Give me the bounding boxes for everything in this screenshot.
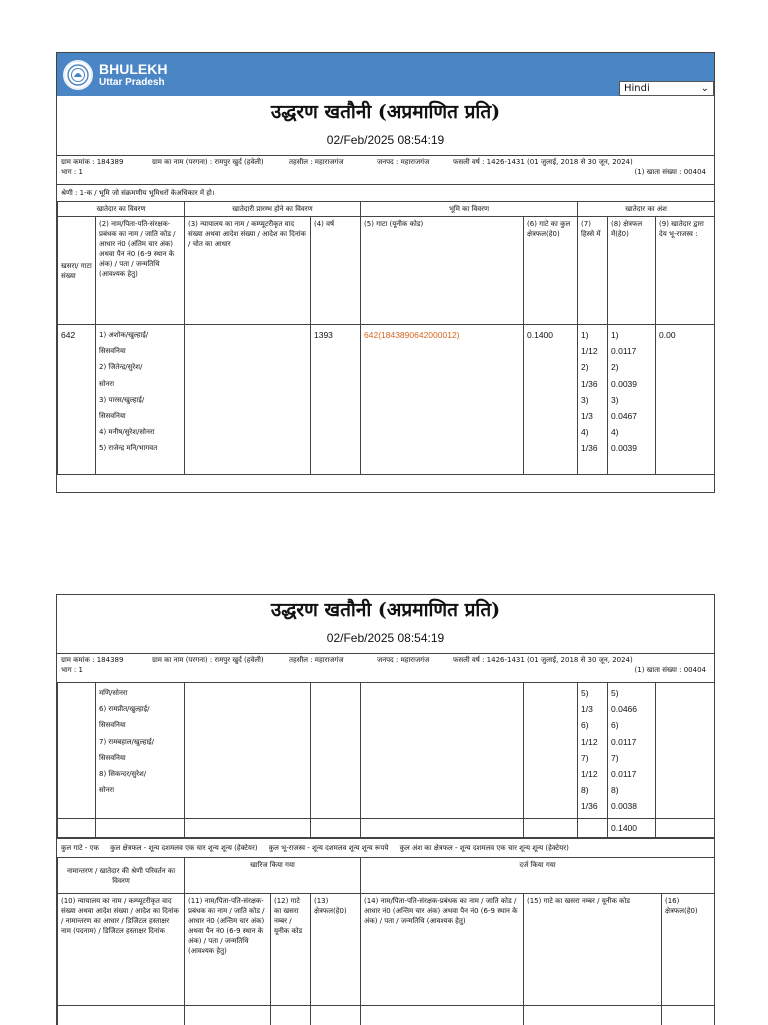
col-share-area: (8) क्षेत्रफल में(हे0): [608, 217, 656, 325]
document-title: उद्धरण खतौनी (अप्रमाणित प्रति): [57, 597, 714, 623]
mutation-column-row: [58, 894, 715, 1006]
list-item: मणि/सोनरा: [99, 685, 181, 701]
list-item: 1/36: [581, 376, 604, 392]
col-entered-khasra: (15) गाटे का खसरा नम्बर / यूनीक कोड: [524, 894, 662, 1006]
revenue-cell: [656, 683, 715, 819]
empty-cell: [578, 819, 608, 838]
chevron-down-icon: ⌄: [701, 82, 709, 95]
khata-number: (1) खाता संख्या : 00404: [635, 665, 706, 675]
gata-cell: [361, 325, 524, 475]
document-date: 02/Feb/2025 08:54:19: [57, 630, 714, 646]
list-item: सिसवनिया: [99, 408, 181, 424]
list-item: 4): [611, 424, 652, 440]
list-item: 1/12: [581, 343, 604, 359]
fasli-year: फसली वर्ष : 1426-1431 (01 जुलाई, 2018 से 30 जून, 2024): [453, 157, 633, 167]
owner-list: [96, 325, 185, 475]
gata-unique-code-link[interactable]: 642(1843890642000012): [364, 330, 459, 340]
revenue-cell: 0.00: [656, 325, 715, 475]
village-name: ग्राम का नाम (परगना) : रामपुर खुर्द (हवेली): [152, 655, 264, 665]
mutation-group-row: [58, 858, 715, 894]
khasra-cell: [58, 683, 96, 819]
group-mutation: नामान्तरण / खातेदार की श्रेणी परिवर्तन का विवरण: [58, 858, 185, 894]
court-cell: [185, 683, 311, 819]
list-item: सिसवनिया: [99, 343, 181, 359]
owner-list: [96, 683, 185, 819]
summary-share-area: कुल अंश का क्षेत्रफल - शून्य दशमलव एक चार शून्य शून्य (हेक्टेयर): [400, 844, 569, 852]
khatauni-table: [57, 201, 715, 475]
empty-cell: [311, 1006, 361, 1025]
list-item: 0.0039: [611, 440, 652, 456]
list-item: सोनरा: [99, 376, 181, 392]
total-area-value: 0.1400: [608, 819, 656, 838]
record-header: [57, 653, 714, 682]
district: जनपद : महाराजगंज: [377, 157, 429, 167]
court-cell: [185, 325, 311, 475]
village-name: ग्राम का नाम (परगना) : रामपुर खुर्द (हवेली): [152, 157, 264, 167]
list-item: 7) रामबहाल/खुल्हाई/: [99, 734, 181, 750]
list-item: 2): [611, 359, 652, 375]
col-removed-area: (13) क्षेत्रफल(हे0): [311, 894, 361, 1006]
total-area-cell: [524, 683, 578, 819]
tehsil: तहसील : महाराजगंज: [289, 655, 344, 665]
list-item: 1/12: [581, 766, 604, 782]
share-area-list: [608, 683, 656, 819]
gata-cell: [361, 683, 524, 819]
col-revenue: (9) खातेदार द्वारा देय भू-राजस्व :: [656, 217, 715, 325]
list-item: 4): [581, 424, 604, 440]
share-list: [578, 683, 608, 819]
list-item: सोनरा: [99, 782, 181, 798]
empty-cell: [361, 1006, 524, 1025]
col-removed-khasra: (12) गाटे का खसरा नम्बर / यूनीक कोड: [271, 894, 311, 1006]
part: भाग : 1: [61, 167, 83, 177]
col-removed-owner: (11) नाम/पिता-पति-संरक्षक-प्रबंधक का नाम / जाति कोड / आधार नं0 (अन्तिम चार अंक) अथवा पैन नं0 (6-9 स्थान के अंक) / पता / जन्मतिथि (आवश्यक हेतु): [185, 894, 271, 1006]
total-area-cell: 0.1400: [524, 325, 578, 475]
group-land: भूमि का विवरण: [361, 202, 578, 217]
empty-cell: [185, 819, 311, 838]
group-start: खातेदारी प्रारम्भ होने का विवरण: [185, 202, 361, 217]
list-item: 8) सिकन्दर/सुरेश/: [99, 766, 181, 782]
list-item: 6): [581, 717, 604, 733]
share-area-list: [608, 325, 656, 475]
list-item: 0.0117: [611, 343, 652, 359]
empty-cell: [58, 819, 96, 838]
list-item: 1): [611, 327, 652, 343]
empty-cell: [524, 819, 578, 838]
document-date: 02/Feb/2025 08:54:19: [57, 132, 714, 148]
list-item: 0.0117: [611, 766, 652, 782]
group-header-row: [58, 202, 715, 217]
brand: [99, 61, 167, 89]
list-item: 0.0117: [611, 734, 652, 750]
col-owner: (2) नाम/पिता-पति-संरक्षक-प्रबंधक का नाम / जाति कोड / आधार नं0 (अंतिम चार अंक) अथवा पैन नं0 (6-9 स्थान के अंक) / पता / जन्मतिथि (आवश्यक हेतु): [96, 217, 185, 325]
list-item: सिसवनिया: [99, 750, 181, 766]
list-item: 3) पारस/खुल्हाई/: [99, 392, 181, 408]
empty-cell: [524, 1006, 662, 1025]
summary-line: [57, 838, 714, 857]
list-item: 5): [581, 685, 604, 701]
list-item: 8): [611, 782, 652, 798]
empty-cell: [185, 1006, 271, 1025]
year-cell: [311, 683, 361, 819]
col-court: (3) न्यायालय का नाम / कम्प्यूटरीकृत वाद संख्या अथवा आदेश संख्या / आदेश का दिनांक / चोत का आधार: [185, 217, 311, 325]
village-code: ग्राम कमांक : 184389: [61, 655, 123, 665]
list-item: 6): [611, 717, 652, 733]
col-share: (7) हिस्से में: [578, 217, 608, 325]
khata-number: (1) खाता संख्या : 00404: [635, 167, 706, 177]
share-list: [578, 325, 608, 475]
list-item: 1/36: [581, 440, 604, 456]
list-item: 5): [611, 685, 652, 701]
total-row: [58, 819, 715, 838]
document-title: उद्धरण खतौनी (अप्रमाणित प्रति): [57, 99, 714, 125]
group-entered: दर्ज किया गया: [361, 858, 715, 894]
col-year: (4) वर्ष: [311, 217, 361, 325]
list-item: 8): [581, 782, 604, 798]
language-select[interactable]: [619, 81, 714, 96]
summary-total-area: कुल क्षेत्रफल - शून्य दशमलव एक चार शून्य शून्य (हेक्टेयर): [110, 844, 257, 852]
part: भाग : 1: [61, 665, 83, 675]
list-item: 1/36: [581, 798, 604, 814]
group-removed: खारिज किया गया: [185, 858, 361, 894]
category-line: श्रेणी : 1-क / भूमि जो संक्रमणीय भूमिधरों केअधिकार में हो।: [57, 184, 714, 201]
col-mutation-detail: (10) न्यायालय का नाम / कम्प्यूटरीकृत वाद संख्या अथवा आदेश संख्या / आदेश का दिनांक / नामान्तरण का आधार / डिजिटल हस्ताक्षर नाम (पदनाम) / डिजिटल हस्ताक्षर दिनांक: [58, 894, 185, 1006]
list-item: 2) जितेन्द्र/सुरेश/: [99, 359, 181, 375]
col-total-area: (6) गाटे का कुल क्षेत्रफल(हे0): [524, 217, 578, 325]
list-item: 3): [581, 392, 604, 408]
table-row: [58, 683, 715, 819]
list-item: 3): [611, 392, 652, 408]
column-header-row: [58, 217, 715, 325]
list-item: 0.0039: [611, 376, 652, 392]
list-item: 1/3: [581, 701, 604, 717]
col-gata: (5) गाटा (यूनीक कोड): [361, 217, 524, 325]
fasli-year: फसली वर्ष : 1426-1431 (01 जुलाई, 2018 से 30 जून, 2024): [453, 655, 633, 665]
empty-cell: [656, 819, 715, 838]
list-item: 0.0466: [611, 701, 652, 717]
empty-cell: [58, 1006, 185, 1025]
col-khasra: खसरा/ गाटा संख्या: [58, 217, 96, 325]
document-page-2: [56, 594, 715, 1025]
brand-name: BHULEKH: [99, 61, 167, 77]
empty-cell: [361, 819, 524, 838]
bhulekh-header-bar: [57, 53, 714, 96]
list-item: 0.0467: [611, 408, 652, 424]
col-entered-area: (16) क्षेत्रफल(हे0): [662, 894, 715, 1006]
list-item: 7): [581, 750, 604, 766]
list-item: सिसवनिया: [99, 717, 181, 733]
record-header: [57, 155, 714, 184]
empty-cell: [662, 1006, 715, 1025]
list-item: 4) मनीष/सुरेश/सोनरा: [99, 424, 181, 440]
list-item: 1/12: [581, 734, 604, 750]
list-item: 2): [581, 359, 604, 375]
list-item: 1) अशोक/खुल्हाई/: [99, 327, 181, 343]
col-entered-owner: (14) नाम/पिता-पति-संरक्षक-प्रबंधक का नाम / जाति कोड / आधार नं0 (अन्तिम चार अंक) अथवा पैन नं0 (6-9 स्थान के अंक) / पता / जन्मतिथि (आवश्यक हेतु): [361, 894, 524, 1006]
tehsil: तहसील : महाराजगंज: [289, 157, 344, 167]
khatauni-table-continued: [57, 682, 715, 838]
list-item: 1): [581, 327, 604, 343]
list-item: 7): [611, 750, 652, 766]
khasra-number: 642: [58, 325, 96, 475]
language-value: Hindi: [624, 83, 650, 94]
list-item: 5) राजेन्द्र मनि/भागवत: [99, 440, 181, 456]
empty-cell: [271, 1006, 311, 1025]
district: जनपद : महाराजगंज: [377, 655, 429, 665]
summary-total-gata: कुल गाटे - एक: [61, 844, 99, 852]
up-emblem-logo: [63, 60, 93, 90]
list-item: 1/3: [581, 408, 604, 424]
group-holder: खातेदार का विवरण: [58, 202, 185, 217]
summary-total-revenue: कुल भू-राजस्व - शून्य दशमलव शून्य शून्य रूपये: [269, 844, 389, 852]
village-code: ग्राम कमांक : 184389: [61, 157, 123, 167]
brand-state: Uttar Pradesh: [99, 77, 167, 89]
empty-cell: [311, 819, 361, 838]
empty-cell: [96, 819, 185, 838]
year-cell: 1393: [311, 325, 361, 475]
list-item: 0.0038: [611, 798, 652, 814]
table-row: [58, 1006, 715, 1025]
document-page-1: [56, 52, 715, 493]
list-item: 6) रामप्रीत/खुल्हाई/: [99, 701, 181, 717]
mutation-table: [57, 857, 715, 1025]
table-row: [58, 325, 715, 475]
group-share: खातेदार का अंश: [578, 202, 715, 217]
